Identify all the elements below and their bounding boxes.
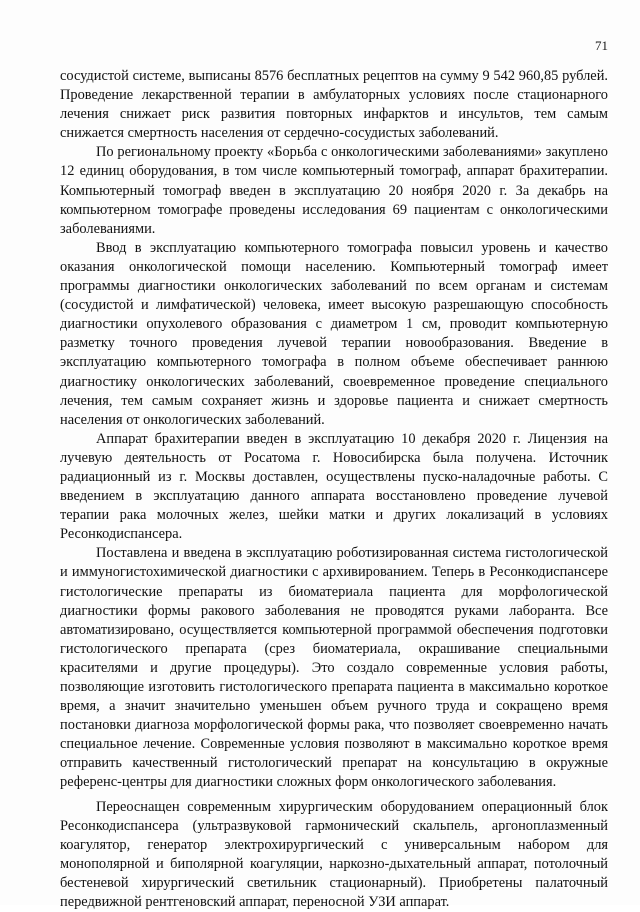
paragraph-brachytherapy: Аппарат брахитерапии введен в эксплуатацию 10 декабря 2020 г. Лицензия на лучевую деятельность от Росатома г. Новосибирска была получена. Источник радиационный из г. Москвы доставлен, осуществлены пуско-наладочные работы. С введением в эксплуатацию данного аппарата восстановлено проведение лучевой терапии рака молочных желез, шейки матки и других локализаций в условиях Ресонкодиспансера. xyxy=(60,430,608,543)
page-number: 71 xyxy=(595,38,608,53)
paragraph-oncology-project: По региональному проекту «Борьба с онкологическими заболеваниями» закуплено 12 единиц оборудования, в том числе компьютерный томограф, аппарат брахитерапии. Компьютерный томограф введен в эксплуатацию 20 ноября 2020 г. За декабрь на компьютерном томографе проведены исследования 69 пациентам с онкологическими заболеваниями. xyxy=(60,144,608,237)
paragraph-surgical-equipment: Переоснащен современным хирургическим оборудованием операционный блок Ресонкодиспансера (ультразвуковой гармонический скальпель, аргоноплазменный коагулятор, генератор электрохирургический с универсальным набором для монополярной и биполярной коагуляции, наркозно-дыхательный аппарат, потолочный бестеневой хирургический светильник стационарный). Приобретены палаточный передвижной рентгеновский аппарат, переносной УЗИ аппарат. xyxy=(60,798,608,911)
paragraph-histology-system: Поставлена и введена в эксплуатацию роботизированная система гистологической и иммуногистохимической диагностики с архивированием. Теперь в Ресонкодиспансере гистологические препараты из биоматериала пациента для морфологической диагностики формы ракового заболевания не проводятся руками лаборанта. Все автоматизировано, осуществляется компьютерной программой обеспечения подготовки гистологического препарата (срез биоматериала, окрашивание специальными красителями и другие процедуры). Это создало современные условия работы, позволяющие изготовить гистологического препарата пациента в максимально короткое время, а значит значительно уменьшен объем ручного труда и сокращено время постановки диагноза морфологической формы рака, что позволяет своевременно начать специальное лечение. Современные условия позволяют в максимально короткое время отправить качественный гистологический препарат на консультацию в окружные референс-центры для диагностики сложных форм онкологического заболевания. xyxy=(60,545,608,791)
paragraph-ct-scanner: Ввод в эксплуатацию компьютерного томографа повысил уровень и качество оказания онкологической помощи населению. Компьютерный томограф имеет программы диагностики онкологических заболеваний по всем органам и системам (сосудистой и лимфатической) человека, имеет высокую разрешающую способность диагностики опухолевого образования с диаметром 1 см, проводит компьютерную разметку точного проведения лучевой терапии новообразования. Введение в эксплуатацию компьютерного томографа в полном объеме обеспечивает раннюю диагностику онкологических заболеваний, своевременное проведение специального лечения, тем самым сохраняет жизнь и здоровье пациента и снижает смертность населения от онкологических заболеваний. xyxy=(60,239,608,428)
paragraph-cardiovascular-prescriptions: сосудистой системе, выписаны 8576 бесплатных рецептов на сумму 9 542 960,85 рублей. Проведение лекарственной терапии в амбулаторных условиях после стационарного лечения снижает риск развития повторных инфарктов и инсультов, тем самым снижается смертность населения от сердечно-сосудистых заболеваний. xyxy=(60,68,608,142)
body-text xyxy=(60,67,608,912)
